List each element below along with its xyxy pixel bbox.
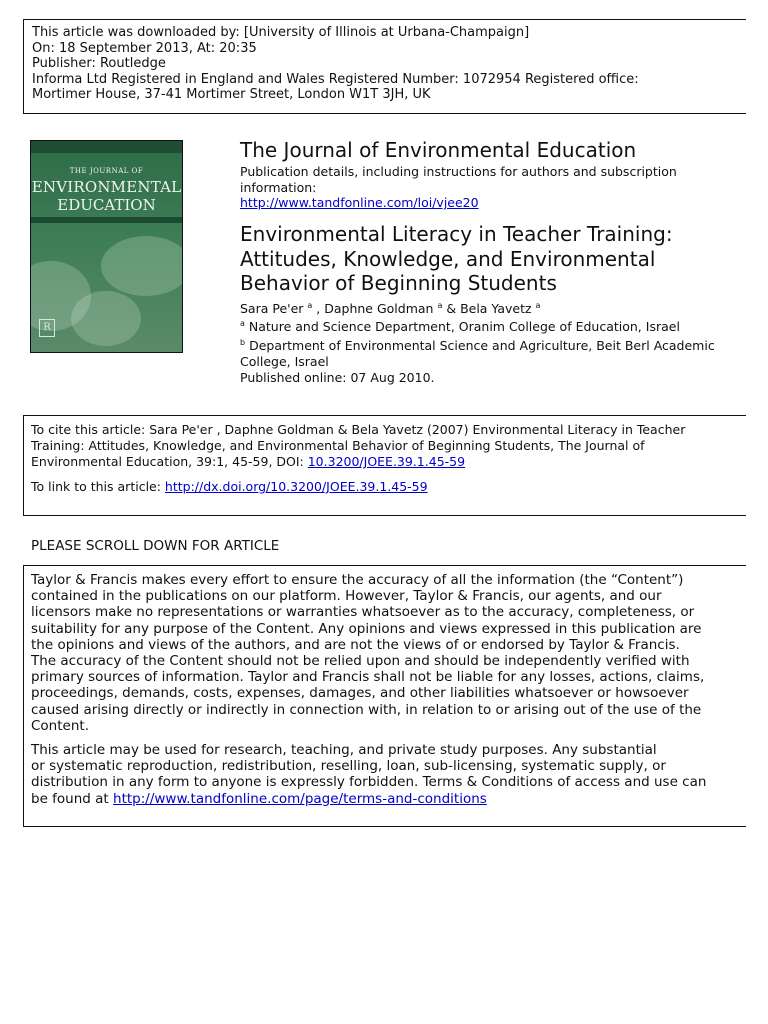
article-link-label: To link to this article: <box>31 479 165 494</box>
journal-cover-image <box>30 140 183 353</box>
author-name: Daphne Goldman <box>324 301 434 316</box>
disclaimer-line: Content. <box>31 717 89 734</box>
journal-url-link[interactable]: http://www.tandfonline.com/loi/vjee20 <box>240 195 479 210</box>
author-separator: , <box>312 301 325 316</box>
affiliation-marker: a <box>437 301 443 310</box>
affiliation-marker: a <box>535 301 541 310</box>
affiliation-b-cont: College, Israel <box>240 354 329 369</box>
publication-details-text: information: <box>240 179 317 195</box>
affiliation-b <box>240 338 740 354</box>
disclaimer-line: the opinions and views of the authors, and are not the views of or endorsed by Taylor & Francis. <box>31 636 680 653</box>
disclaimer-paragraph-1 <box>31 572 746 734</box>
disclaimer-line: proceedings, demands, costs, expenses, damages, and other liabilities whatsoever or howsoever <box>31 685 689 702</box>
citation-box <box>23 415 746 516</box>
disclaimer-paragraph-2 <box>31 742 746 807</box>
publisher-line: Publisher: Routledge <box>32 56 166 71</box>
journal-title: The Journal of Environmental Education <box>240 138 637 162</box>
registration-line: Informa Ltd Registered in England and Wales Registered Number: 1072954 Registered office: <box>32 71 639 87</box>
usage-line: or systematic reproduction, redistribution, reselling, loan, sub-licensing, systematic supply, or <box>31 758 666 775</box>
publication-details <box>240 164 740 211</box>
affiliation-a <box>240 319 740 335</box>
authors-block <box>240 301 740 386</box>
article-title-line: Attitudes, Knowledge, and Environmental <box>240 246 656 271</box>
cover-band <box>31 217 182 223</box>
citation-text: Training: Attitudes, Knowledge, and Environmental Behavior of Beginning Students, The Journal of <box>31 438 645 453</box>
doi-link[interactable]: 10.3200/JOEE.39.1.45-59 <box>307 454 466 469</box>
disclaimer-line: caused arising directly or indirectly in connection with, in relation to or arising out of the use of the <box>31 701 702 718</box>
citation-text: To cite this article: Sara Pe'er , Daphne Goldman & Bela Yavetz (2007) Environmental Literacy in Teacher <box>31 422 686 437</box>
affiliation-text: Department of Environmental Science and Agriculture, Beit Berl Academic <box>249 338 715 353</box>
article-title-line: Environmental Literacy in Teacher Training: <box>240 222 673 246</box>
affiliation-marker: b <box>240 338 246 347</box>
cover-leaf-shape <box>101 236 183 296</box>
affiliation-marker: a <box>240 319 245 328</box>
disclaimer-box <box>23 565 746 827</box>
address-line: Mortimer House, 37-41 Mortimer Street, London W1T 3JH, UK <box>32 87 431 102</box>
author-name: Sara Pe'er <box>240 301 304 316</box>
disclaimer-line: primary sources of information. Taylor and Francis shall not be liable for any losses, actions, claims, <box>31 669 705 686</box>
affiliation-marker: a <box>307 301 313 310</box>
usage-line: This article may be used for research, teaching, and private study purposes. Any substantial <box>31 742 657 759</box>
routledge-logo-icon: R <box>39 319 55 337</box>
download-line: This article was downloaded by: [University of Illinois at Urbana-Champaign] <box>32 25 530 40</box>
scroll-notice: PLEASE SCROLL DOWN FOR ARTICLE <box>31 538 280 554</box>
download-date: On: 18 September 2013, At: 20:35 <box>32 40 257 56</box>
terms-conditions-link[interactable]: http://www.tandfonline.com/page/terms-and-conditions <box>113 790 487 807</box>
disclaimer-line: contained in the publications on our platform. However, Taylor & Francis, our agents, and our <box>31 588 662 605</box>
disclaimer-line: The accuracy of the Content should not be relied upon and should be independently verified with <box>31 653 690 670</box>
citation-text-part: Environmental Education, 39:1, 45-59, DOI: <box>31 454 308 469</box>
cover-leaf-shape <box>71 291 141 346</box>
author-name: Bela Yavetz <box>460 301 532 316</box>
author-separator: & <box>442 301 461 316</box>
article-title <box>240 222 740 296</box>
published-date: Published online: 07 Aug 2010. <box>240 370 435 385</box>
download-info-box <box>23 19 746 114</box>
article-title-line: Behavior of Beginning Students <box>240 271 557 295</box>
disclaimer-line: licensors make no representations or warranties whatsoever as to the accuracy, completeness, or <box>31 604 695 621</box>
article-link-line <box>31 479 746 495</box>
cover-top-strip <box>31 141 182 153</box>
usage-line: distribution in any form to anyone is expressly forbidden. Terms & Conditions of access and use can <box>31 774 707 791</box>
citation-text <box>31 454 746 470</box>
publication-details-text: Publication details, including instructions for authors and subscription <box>240 164 677 179</box>
article-doi-url-link[interactable]: http://dx.doi.org/10.3200/JOEE.39.1.45-59 <box>164 479 428 494</box>
cover-title-line1: THE JOURNAL OF <box>69 167 144 175</box>
affiliation-text: Nature and Science Department, Oranim College of Education, Israel <box>248 319 680 334</box>
author-list <box>240 301 740 317</box>
usage-line-part: be found at <box>31 790 114 807</box>
usage-line <box>31 791 746 807</box>
disclaimer-line: Taylor & Francis makes every effort to ensure the accuracy of all the information (the “Content”) <box>31 572 684 588</box>
cover-title-line2: ENVIRONMENTAL <box>31 178 182 196</box>
disclaimer-line: suitability for any purpose of the Content. Any opinions and views expressed in this publication are <box>31 620 702 637</box>
cover-title-line3: EDUCATION <box>57 196 156 214</box>
